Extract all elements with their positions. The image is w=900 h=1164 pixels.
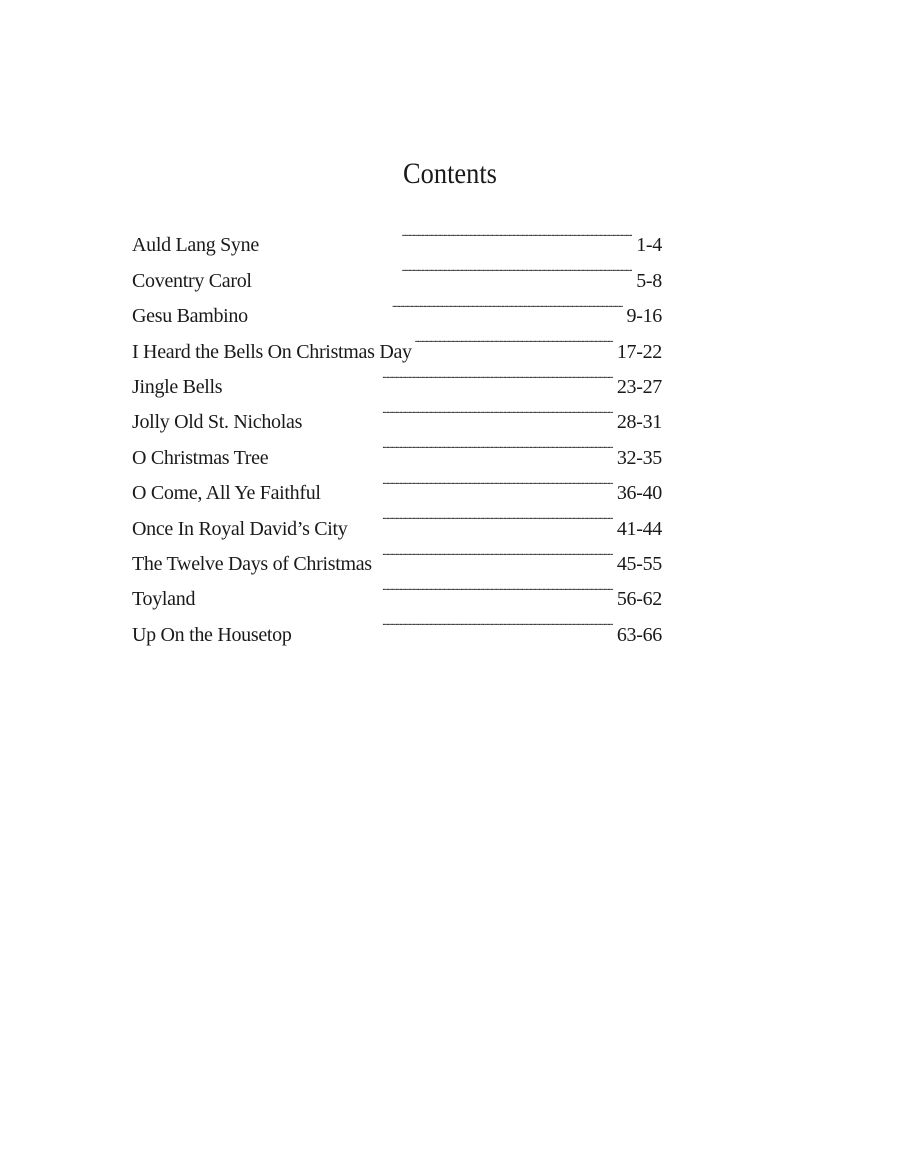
toc-entry-pages: 23-27: [616, 375, 662, 398]
toc-entry-title: O Christmas Tree: [132, 446, 269, 469]
toc-entry-title: Coventry Carol: [132, 269, 252, 292]
toc-dot-leader: [415, 322, 613, 357]
toc-entry-title: O Come, All Ye Faithful: [132, 482, 321, 505]
toc-entry-pages: 63-66: [616, 623, 662, 646]
toc-entry-pages: 32-35: [616, 446, 662, 469]
toc-dot-leader: [324, 464, 613, 499]
toc-entry-title: Up On the Housetop: [132, 623, 292, 646]
toc-entry-pages: 36-40: [616, 482, 662, 505]
toc-entry-pages: 9-16: [626, 305, 662, 328]
toc-entry: [132, 570, 662, 611]
toc-entry-pages: 56-62: [616, 588, 662, 611]
toc-entry-title: I Heard the Bells On Christmas Day: [132, 340, 412, 363]
toc-entry-title: Jingle Bells: [132, 375, 223, 398]
toc-dot-leader: [225, 358, 613, 393]
toc-entry-title: Once In Royal David’s City: [132, 517, 348, 540]
toc-dot-leader: [351, 499, 613, 534]
toc-dot-leader: [305, 393, 613, 428]
toc-dot-leader: [271, 428, 613, 463]
table-of-contents: [132, 216, 662, 646]
toc-entry-title: Auld Lang Syne: [132, 234, 259, 257]
toc-entry-title: Gesu Bambino: [132, 305, 248, 328]
toc-entry: [132, 216, 662, 257]
toc-entry-pages: 28-31: [616, 411, 662, 434]
toc-entry-title: Toyland: [132, 588, 196, 611]
toc-entry-title: Jolly Old St. Nicholas: [132, 411, 303, 434]
toc-entry-pages: 41-44: [616, 517, 662, 540]
toc-dot-leader: [295, 605, 613, 640]
toc-entry-pages: 17-22: [616, 340, 662, 363]
toc-entry-pages: 45-55: [616, 552, 662, 575]
toc-entry-title: The Twelve Days of Christmas: [132, 552, 372, 575]
toc-dot-leader: [375, 535, 613, 570]
page-title: Contents: [403, 157, 497, 191]
toc-entry: [132, 605, 662, 646]
toc-dot-leader: [251, 287, 623, 322]
toc-dot-leader: [198, 570, 613, 605]
toc-dot-leader: [255, 251, 633, 286]
toc-dot-leader: [262, 216, 632, 251]
toc-entry-pages: 5-8: [636, 269, 662, 292]
toc-entry-pages: 1-4: [636, 234, 662, 257]
